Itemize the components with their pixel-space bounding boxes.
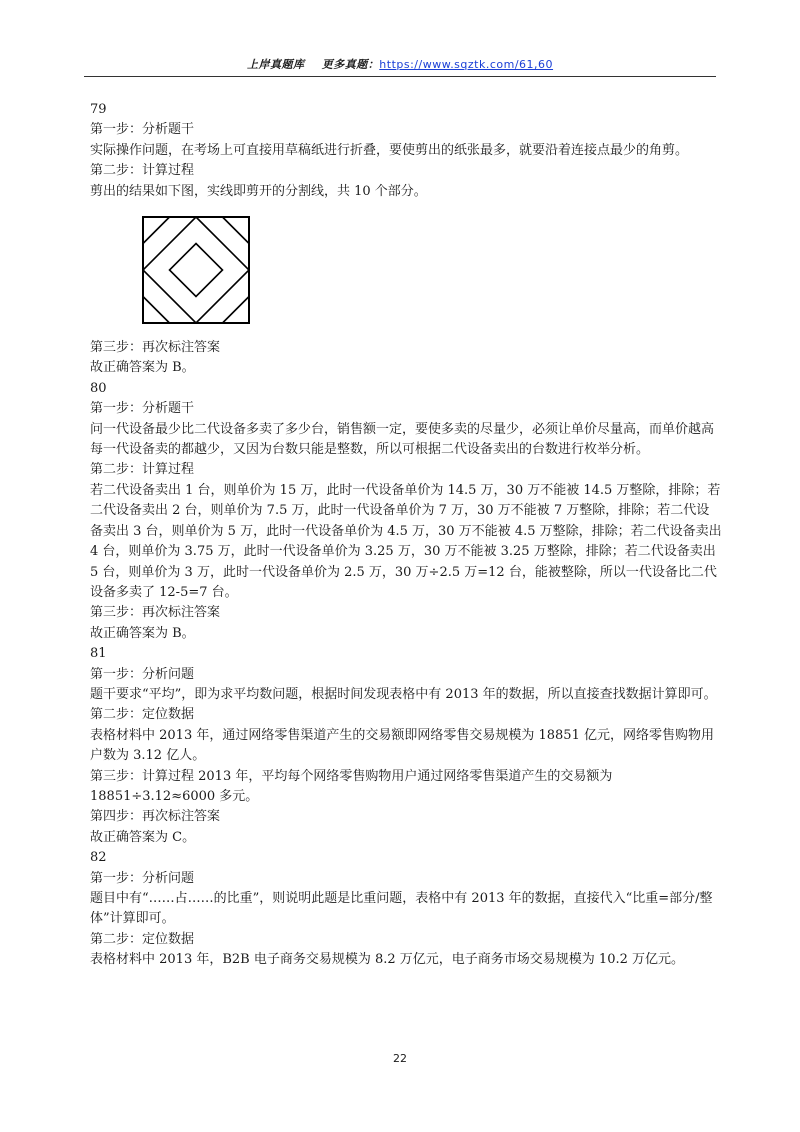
paragraph: 题干要求“平均”，即为求平均数问题，根据时间发现表格中有 2013 年的数据，所以直接查找数据计算即可。 [90,686,717,702]
step-heading: 第二步：计算过程 [90,462,195,478]
step-heading: 第一步：分析题干 [90,122,195,138]
question-number: 81 [90,646,107,662]
question-number: 80 [90,380,107,396]
answer-line: 故正确答案为 B。 [90,625,195,641]
answer-line: 故正确答案为 C。 [90,829,196,845]
header-more-label: 更多真题： [321,58,380,71]
paragraph: 表格材料中 2013 年，B2B 电子商务交易规模为 8.2 万亿元，电子商务市场交易规模为 10.2 万亿元。 [90,952,685,968]
step-heading: 第三步：再次标注答案 [90,340,221,356]
question-number: 82 [90,850,107,866]
step-heading: 第一步：分析问题 [90,666,195,682]
step-heading: 第一步：分析题干 [90,401,195,417]
step-heading: 第二步：计算过程 [90,163,195,179]
paragraph: 剪出的结果如下图，实线即剪开的分割线，共 10 个部分。 [90,183,427,199]
step-heading: 第三步：再次标注答案 [90,605,221,621]
step-heading: 第一步：分析问题 [90,870,195,886]
paragraph: 题目中有“……占……的比重”，则说明此题是比重问题，表格中有 2013 年的数据，直接代入“比重=部分/整体”计算即可。 [90,891,713,927]
header-brand: 上岸真题库 [246,58,305,71]
header-rule [84,76,716,77]
answer-line: 故正确答案为 B。 [90,360,195,376]
document-body [90,100,722,971]
paragraph: 表格材料中 2013 年，通过网络零售渠道产生的交易额即网络零售交易规模为 18851 亿元，网络零售购物用户数为 3.12 亿人。 [90,727,714,764]
paragraph: 问一代设备最少比二代设备多卖了多少台，销售额一定，要使多卖的尽量少，必须让单价尽量高，而单价越高每一代设备卖的都越少，又因为台数只能是整数，所以可根据二代设备卖出的台数进行枚举分析。 [90,421,715,458]
paragraph: 实际操作问题，在考场上可直接用草稿纸进行折叠，要使剪出的纸张最多，就要沿着连接点最少的角剪。 [90,142,689,158]
header-url-link[interactable]: https://www.sqztk.com/61,60 [379,58,554,71]
step-heading: 第二步：定位数据 [90,931,195,947]
paragraph: 第三步：计算过程 2013 年，平均每个网络零售购物用户通过网络零售渠道产生的交易额为 18851÷3.12≈6000 多元。 [90,768,613,804]
question-number: 79 [90,102,107,117]
page-header [0,56,800,72]
paragraph: 若二代设备卖出 1 台，则单价为 15 万，此时一代设备单价为 14.5 万，30 万不能被 14.5 万整除，排除；若二代设备卖出 2 台，则单价为 7.5 万，此时一代设备单价为 7 万，30 万不能被 7 万整除，排除；若二代设备卖出 3 台，则单价为 5 万，此时一代设备单价为 4.5 万，30 万不能被 4.5 万整除，排除；若二代设备卖出 4 台，则单价为 3.75 万，此时一代设备单价为 3.25 万，30 万不能被 3.25 万整除，排除；若二代设备卖出 5 台，则单价为 3 万，此时一代设备单价为 2.5 万，30 万÷2.5 万=12 台，能被整除，所以一代设备比二代设备多卖了 12-5=7 台。 [90,482,722,600]
step-heading: 第二步：定位数据 [90,707,195,723]
step-heading: 第四步：再次标注答案 [90,809,221,825]
cut-diagram [142,216,250,324]
page-number: 22 [393,1052,407,1065]
